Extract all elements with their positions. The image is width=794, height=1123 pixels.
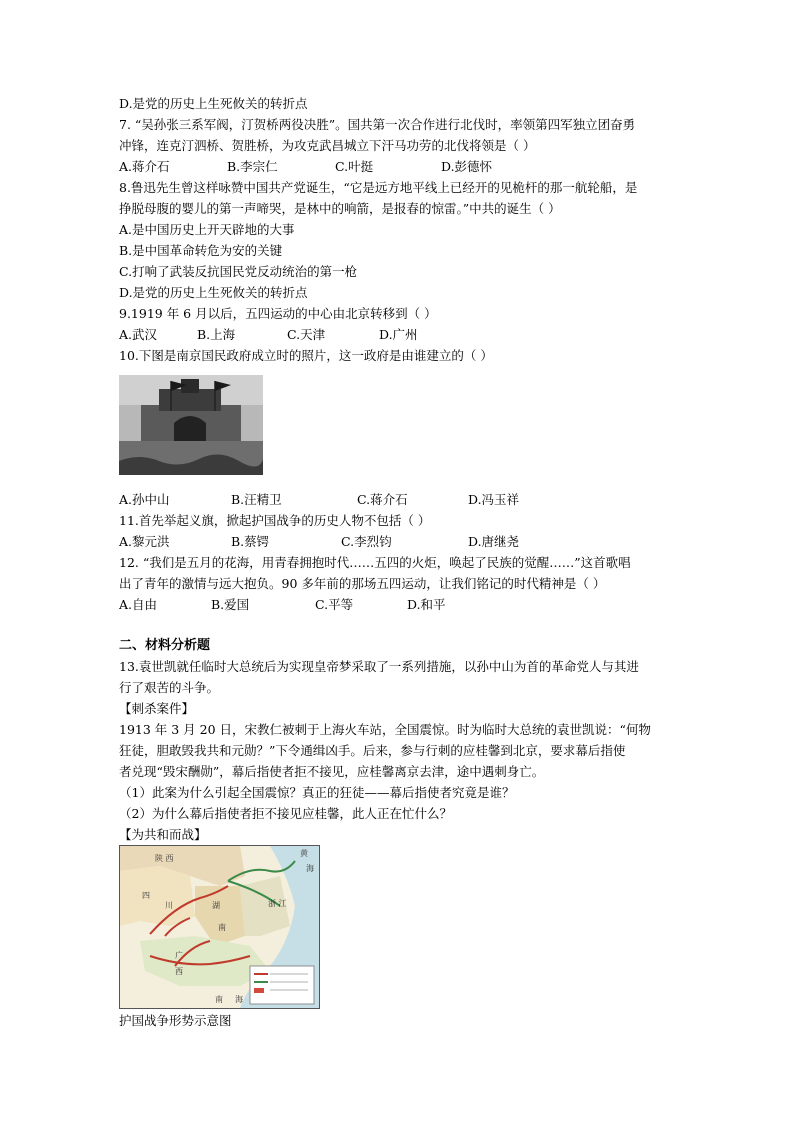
q9-stem: 9.1919 年 6 月以后，五四运动的中心由北京转移到（ ） — [119, 306, 437, 321]
q13-subquestion-1: （1）此案为什么引起全国震惊？真正的狂徒——幕后指使者究竟是谁？ — [119, 785, 515, 800]
q8-option-b: B.是中国革命转危为安的关键 — [119, 243, 283, 258]
map-label: 陕 西 — [155, 854, 174, 863]
q11-option-c: C.李烈钧 — [341, 534, 392, 549]
q13-stem-line2: 行了艰苦的斗争。 — [119, 680, 220, 695]
nanjing-government-photo — [119, 375, 263, 475]
q7-option-a: A.蒋介石 — [119, 159, 170, 174]
map-label: 浙 江 — [268, 899, 287, 908]
q11-option-d: D.唐继尧 — [468, 534, 520, 549]
subheading-fight-for-republic: 【为共和而战】 — [119, 827, 207, 842]
map-label: 黄 — [300, 849, 308, 858]
map-label: 南 — [218, 923, 226, 932]
map-label: 广 — [175, 951, 183, 960]
q12-option-c: C.平等 — [315, 597, 354, 612]
subheading-assassination-case: 【刺杀案件】 — [119, 701, 195, 716]
q8-stem-line1: 8.鲁迅先生曾这样咏赞中国共产党诞生，“它是远方地平线上已经开的见桅杆的那一航轮船，是 — [119, 180, 638, 195]
q12-option-a: A.自由 — [119, 597, 158, 612]
q8-stem-line2: 挣脱母腹的婴儿的第一声啼哭，是林中的响箭，是报春的惊雷。”中共的诞生（ ） — [119, 201, 561, 216]
q9-option-c: C.天津 — [287, 327, 326, 342]
q7-option-d: D.彭德怀 — [441, 159, 493, 174]
map-label: 海 — [235, 995, 243, 1004]
q13-subquestion-2: （2）为什么幕后指使者拒不接见应桂馨，此人正在忙什么？ — [119, 806, 452, 821]
q10-option-a: A.孙中山 — [119, 492, 170, 507]
q11-option-b: B.蔡锷 — [231, 534, 270, 549]
q6-option-d: D.是党的历史上生死攸关的转折点 — [119, 96, 308, 111]
q10-stem: 10.下图是南京国民政府成立时的照片，这一政府是由谁建立的（ ） — [119, 348, 493, 363]
material-paragraph-line1: 1913 年 3 月 20 日，宋教仁被刺于上海火车站，全国震惊。时为临时大总统的袁世凯说：“何物 — [119, 722, 651, 737]
national-protection-war-map — [119, 845, 320, 1009]
map-label: 南 — [215, 995, 223, 1004]
q10-option-d: D.冯玉祥 — [468, 492, 520, 507]
q12-option-d: D.和平 — [407, 597, 446, 612]
q7-option-b: B.李宗仁 — [227, 159, 278, 174]
q12-stem-line2: 出了青年的激情与远大抱负。90 多年前的那场五四运动，让我们铭记的时代精神是（ ） — [119, 576, 606, 591]
q7-stem-line1: 7. “吴孙张三系军阀，汀贺桥两役决胜”。国共第一次合作进行北伐时，率领第四军独立团奋勇 — [119, 117, 636, 132]
map-label: 川 — [165, 901, 173, 910]
q10-option-c: C.蒋介石 — [357, 492, 408, 507]
q9-option-a: A.武汉 — [119, 327, 158, 342]
map-caption: 护国战争形势示意图 — [119, 1013, 232, 1028]
q8-option-a: A.是中国历史上开天辟地的大事 — [119, 222, 295, 237]
q10-option-b: B.汪精卫 — [231, 492, 282, 507]
material-paragraph-line2: 狂徒，胆敢毁我共和元勋？”下令通缉凶手。后来，参与行刺的应桂馨到北京，要求幕后指使 — [119, 743, 626, 758]
map-label: 西 — [175, 967, 183, 976]
material-paragraph-line3: 者兑现“毁宋酬勋”，幕后指使者拒不接见，应桂馨离京去津，途中遇刺身亡。 — [119, 764, 545, 779]
map-label: 湖 — [212, 901, 220, 910]
map-label: 海 — [306, 864, 314, 873]
q13-stem-line1: 13.袁世凯就任临时大总统后为实现皇帝梦采取了一系列措施，以孙中山为首的革命党人与其进 — [119, 659, 639, 674]
q7-option-c: C.叶挺 — [335, 159, 374, 174]
map-label: 四 — [142, 891, 150, 900]
q11-stem: 11.首先举起义旗，掀起护国战争的历史人物不包括（ ） — [119, 513, 431, 528]
q9-option-d: D.广州 — [379, 327, 418, 342]
q11-option-a: A.黎元洪 — [119, 534, 170, 549]
q12-option-b: B.爱国 — [211, 597, 250, 612]
q9-option-b: B.上海 — [197, 327, 236, 342]
q7-stem-line2: 冲锋，连克汀泗桥、贺胜桥，为攻克武昌城立下汗马功劳的北伐将领是（ ） — [119, 138, 536, 153]
q8-option-d: D.是党的历史上生死攸关的转折点 — [119, 285, 308, 300]
section-heading-material-analysis: 二、材料分析题 — [119, 638, 211, 653]
q12-stem-line1: 12. “我们是五月的花海，用青春拥抱时代……五四的火炬，唤起了民族的觉醒……”这首歌唱 — [119, 555, 631, 570]
q8-option-c: C.打响了武装反抗国民党反动统治的第一枪 — [119, 264, 358, 279]
